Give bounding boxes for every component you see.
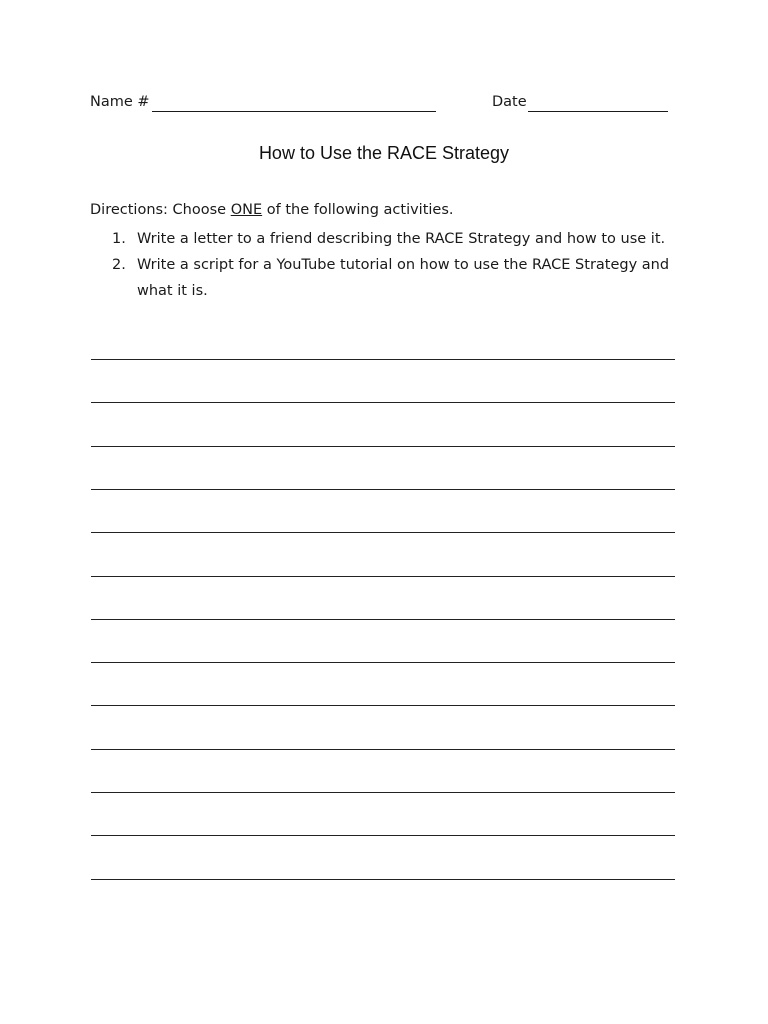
answer-line[interactable] — [91, 705, 675, 706]
header-row — [90, 94, 680, 116]
activity-item-1 — [90, 226, 690, 252]
activity-text: Write a script for a YouTube tutorial on how to use the RACE Strategy and what it is. — [137, 257, 670, 299]
answer-line[interactable] — [91, 749, 675, 750]
answer-line[interactable] — [91, 576, 675, 577]
activity-number: 2. — [112, 257, 126, 273]
activity-number: 1. — [112, 231, 126, 247]
answer-line[interactable] — [91, 402, 675, 403]
answer-line[interactable] — [91, 446, 675, 447]
name-blank[interactable] — [152, 111, 436, 112]
activity-text: Write a letter to a friend describing the RACE Strategy and how to use it. — [137, 231, 666, 247]
date-blank[interactable] — [528, 111, 668, 112]
directions-suffix: of the following activities. — [262, 202, 454, 218]
date-label: Date — [492, 94, 527, 110]
answer-line[interactable] — [91, 879, 675, 880]
name-label: Name # — [90, 94, 150, 110]
directions-prefix: Directions: Choose — [90, 202, 231, 218]
answer-line[interactable] — [91, 792, 675, 793]
answer-line[interactable] — [91, 662, 675, 663]
page-title: How to Use the RACE Strategy — [258, 143, 510, 163]
answer-line[interactable] — [91, 619, 675, 620]
activity-list — [90, 226, 690, 304]
activity-item-2 — [90, 252, 690, 304]
answer-line[interactable] — [91, 359, 675, 360]
answer-line[interactable] — [91, 489, 675, 490]
answer-line[interactable] — [91, 835, 675, 836]
directions — [90, 202, 454, 218]
directions-emphasis: ONE — [230, 202, 263, 218]
answer-line[interactable] — [91, 532, 675, 533]
